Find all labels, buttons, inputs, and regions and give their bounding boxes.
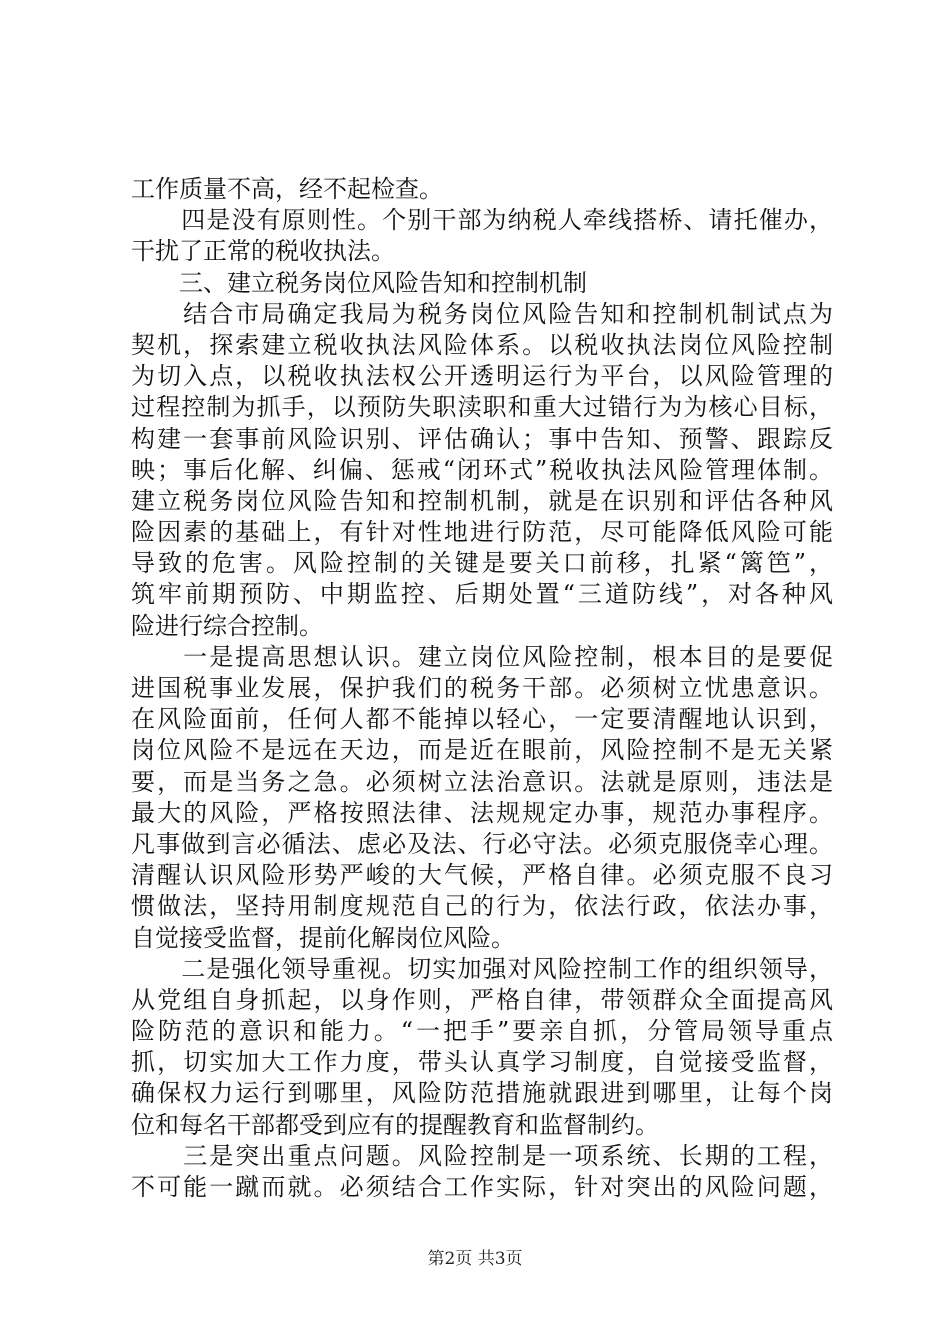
document-body: [131, 174, 833, 1203]
text-line: 险因素的基础上，有针对性地进行防范，尽可能降低风险可能: [131, 518, 833, 547]
page-footer: 第2页 共3页: [427, 1249, 523, 1269]
text-line: 凡事做到言必循法、虑必及法、行必守法。必须克服侥幸心理。: [131, 829, 833, 858]
text-line: 三是突出重点问题。风险控制是一项系统、长期的工程，: [131, 1141, 833, 1170]
text-line: 导致的危害。风险控制的关键是要关口前移，扎紧“篱笆”，: [131, 549, 833, 578]
text-line: 构建一套事前风险识别、评估确认；事中告知、预警、跟踪反: [131, 424, 833, 453]
text-line: 建立税务岗位风险告知和控制机制，就是在识别和评估各种风: [131, 486, 833, 515]
text-line: 为切入点，以税收执法权公开透明运行为平台，以风险管理的: [131, 362, 833, 391]
text-line: 在风险面前，任何人都不能掉以轻心，一定要清醒地认识到，: [131, 705, 833, 734]
text-line: 过程控制为抓手，以预防失职渎职和重大过错行为为核心目标，: [131, 393, 833, 422]
text-line: 惯做法，坚持用制度规范自己的行为，依法行政，依法办事，: [131, 892, 833, 921]
text-line: 清醒认识风险形势严峻的大气候，严格自律。必须克服不良习: [131, 861, 833, 890]
text-line: 二是强化领导重视。切实加强对风险控制工作的组织领导，: [131, 954, 833, 983]
text-line: 契机，探索建立税收执法风险体系。以税收执法岗位风险控制: [131, 330, 833, 359]
text-line: 最大的风险，严格按照法律、法规规定办事，规范办事程序。: [131, 798, 833, 827]
text-line: 一是提高思想认识。建立岗位风险控制，根本目的是要促: [131, 642, 833, 671]
text-line: 三、建立税务岗位风险告知和控制机制: [131, 268, 587, 297]
text-line: 四是没有原则性。个别干部为纳税人牵线搭桥、请托催办，: [131, 206, 833, 235]
text-line: 从党组自身抓起，以身作则，严格自律，带领群众全面提高风: [131, 985, 833, 1014]
text-line: 工作质量不高，经不起检查。: [131, 175, 443, 203]
text-line: 确保权力运行到哪里，风险防范措施就跟进到哪里，让每个岗: [131, 1079, 833, 1108]
text-line: 要，而是当务之急。必须树立法治意识。法就是原则，违法是: [131, 767, 833, 796]
text-line: 险进行综合控制。: [131, 611, 323, 640]
text-line: 位和每名干部都受到应有的提醒教育和监督制约。: [131, 1110, 659, 1139]
text-line: 映；事后化解、纠偏、惩戒“闭环式”税收执法风险管理体制。: [131, 455, 833, 484]
text-line: 进国税事业发展，保护我们的税务干部。必须树立忧患意识。: [131, 674, 833, 702]
text-line: 筑牢前期预防、中期监控、后期处置“三道防线”，对各种风: [131, 580, 833, 609]
text-line: 岗位风险不是远在天边，而是近在眼前，风险控制不是无关紧: [131, 736, 833, 765]
text-line: 不可能一蹴而就。必须结合工作实际，针对突出的风险问题，: [131, 1173, 833, 1201]
text-line: 自觉接受监督，提前化解岗位风险。: [131, 923, 515, 952]
text-line: 结合市局确定我局为税务岗位风险告知和控制机制试点为: [131, 299, 833, 328]
text-line: 干扰了正常的税收执法。: [131, 237, 395, 266]
text-line: 抓，切实加大工作力度，带头认真学习制度，自觉接受监督，: [131, 1048, 833, 1077]
text-line: 险防范的意识和能力。“一把手”要亲自抓，分管局领导重点: [131, 1017, 833, 1046]
